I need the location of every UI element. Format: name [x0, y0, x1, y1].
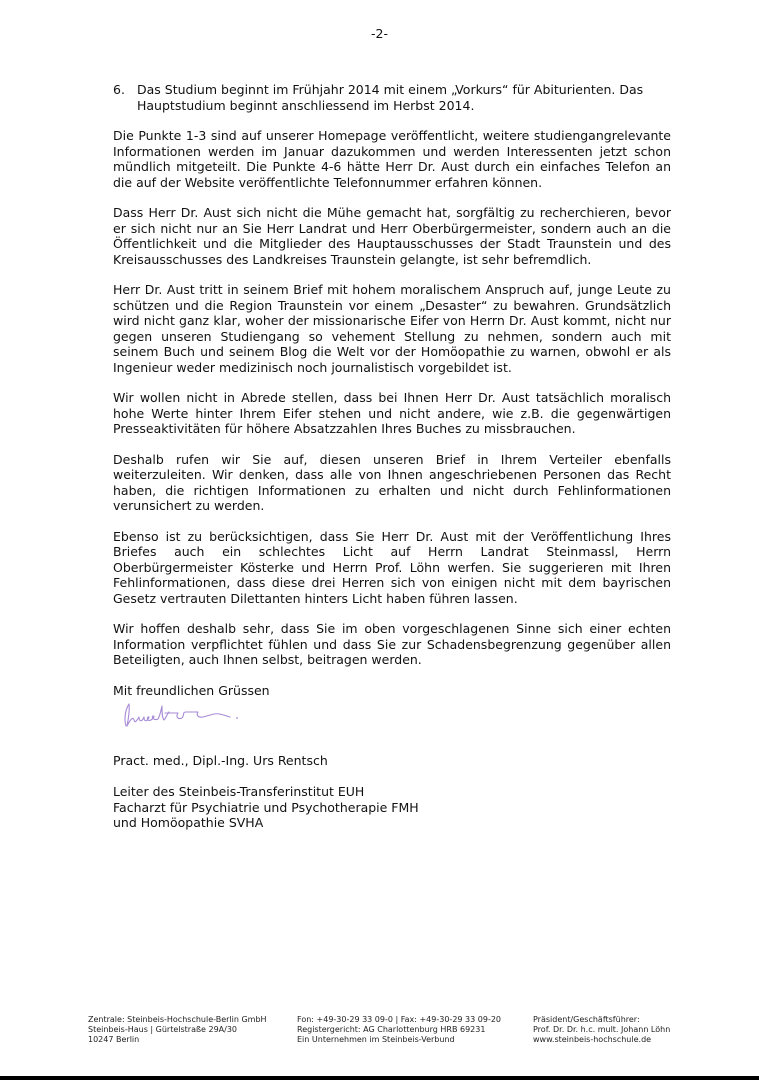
footer-line: Ein Unternehmen im Steinbeis-Verbund	[297, 1035, 455, 1044]
footer-contact-column	[297, 1015, 501, 1045]
letter-body	[113, 82, 671, 698]
page-number: -2-	[371, 26, 388, 41]
list-item-text: Das Studium beginnt im Frühjahr 2014 mit einem „Vorkurs“ für Abiturienten. Das Hauptstudium beginnt anschliessend im Herbst 2014.	[137, 82, 644, 113]
paragraph: Dass Herr Dr. Aust sich nicht die Mühe gemacht hat, sorgfältig zu recherchieren, bevor er sich nicht nur an Sie Herr Landrat und Herr Oberbürgermeister, sondern auch an die Öffentlichkeit und die Mitglieder des Hauptausschusses der Stadt Traunstein und des Kreisausschusses des Landkreises Traunstein gelangte, ist sehr befremdlich.	[113, 205, 671, 267]
signature-drawing	[120, 698, 250, 734]
signer-name: Pract. med., Dipl.-Ing. Urs Rentsch	[113, 753, 328, 768]
paragraph: Herr Dr. Aust tritt in seinem Brief mit hohem moralischem Anspruch auf, junge Leute zu schützen und die Region Traunstein vor einem „Desaster“ zu bewahren. Grundsätzlich wird nicht ganz klar, woher der missionarische Eifer von Herrn Dr. Aust kommt, nicht nur gegen unseren Studiengang so vehement Stellung zu nehmen, sondern auch mit seinem Buch und seinem Blog die Welt vor der Homöopathie zu warnen, obwohl er als Ingenieur weder medizinisch noch journalistisch vorgebildet ist.	[113, 282, 671, 375]
letterhead-footer	[0, 1015, 759, 1055]
list-item	[113, 82, 671, 113]
role-line: Leiter des Steinbeis-Transferinstitut EUH	[113, 784, 365, 799]
footer-line: Registergericht: AG Charlottenburg HRB 69231	[297, 1025, 486, 1034]
paragraph: Deshalb rufen wir Sie auf, diesen unseren Brief in Ihrem Verteiler ebenfalls weiterzuleiten. Wir denken, dass alle von Ihnen angeschriebenen Personen das Recht haben, die richtigen Informationen zu erhalten und nicht durch Fehlinformationen verunsichert zu werden.	[113, 451, 671, 513]
footer-management-column	[533, 1015, 670, 1045]
handwritten-signature	[120, 698, 250, 734]
footer-line: Prof. Dr. Dr. h.c. mult. Johann Löhn	[533, 1025, 671, 1034]
footer-line: 10247 Berlin	[88, 1035, 140, 1044]
footer-line: Fon: +49-30-29 33 09-0 | Fax: +49-30-29 33 09-20	[297, 1015, 502, 1024]
paragraph: Ebenso ist zu berücksichtigen, dass Sie Herr Dr. Aust mit der Veröffentlichung Ihres Briefes auch ein schlechtes Licht auf Herrn Landrat Steinmassl, Herrn Oberbürgermeister Kösterke und Herrn Prof. Löhn werfen. Sie suggerieren mit Ihren Fehlinformationen, dass diese drei Herren sich von einigen nicht mit dem bayrischen Gesetz vertrauten Dilettanten hinters Licht haben führen lassen.	[113, 528, 671, 606]
paragraph: Die Punkte 1-3 sind auf unserer Homepage veröffentlicht, weitere studiengangrelevante Informationen werden im Januar dazukommen und werden Interessenten jetzt schon mündlich mitgeteilt. Die Punkte 4-6 hätte Herr Dr. Aust durch ein einfaches Telefon an die auf der Website veröffentlichte Telefonnummer erfahren können.	[113, 128, 671, 190]
footer-address-column	[88, 1015, 267, 1045]
paragraph: Wir hoffen deshalb sehr, dass Sie im oben vorgeschlagenen Sinne sich einer echten Information verpflichtet fühlen und dass Sie zur Schadensbegrenzung gegenüber allen Beteiligten, auch Ihnen selbst, beitragen werden.	[113, 621, 671, 667]
closing: Mit freundlichen Grüssen	[113, 682, 270, 698]
footer-line: Präsident/Geschäftsführer:	[533, 1015, 640, 1024]
footer-line: Zentrale: Steinbeis-Hochschule-Berlin GmbH	[88, 1015, 267, 1024]
footer-line: www.steinbeis-hochschule.de	[533, 1035, 652, 1044]
paragraph: Wir wollen nicht in Abrede stellen, dass bei Ihnen Herr Dr. Aust tatsächlich moralisch hohe Werte hinter Ihrem Eifer stehen und nicht andere, wie z.B. die gegenwärtigen Presseaktivitäten für höhere Absatzzahlen Ihres Buches zu missbrauchen.	[113, 390, 671, 436]
bottom-border	[0, 1076, 759, 1080]
list-item-number: 6.	[113, 82, 125, 97]
role-line: Facharzt für Psychiatrie und Psychotherapie FMH	[113, 799, 419, 815]
footer-line: Steinbeis-Haus | Gürtelstraße 29A/30	[88, 1025, 238, 1034]
signer-roles	[113, 784, 671, 831]
role-line: und Homöopathie SVHA	[113, 815, 264, 830]
